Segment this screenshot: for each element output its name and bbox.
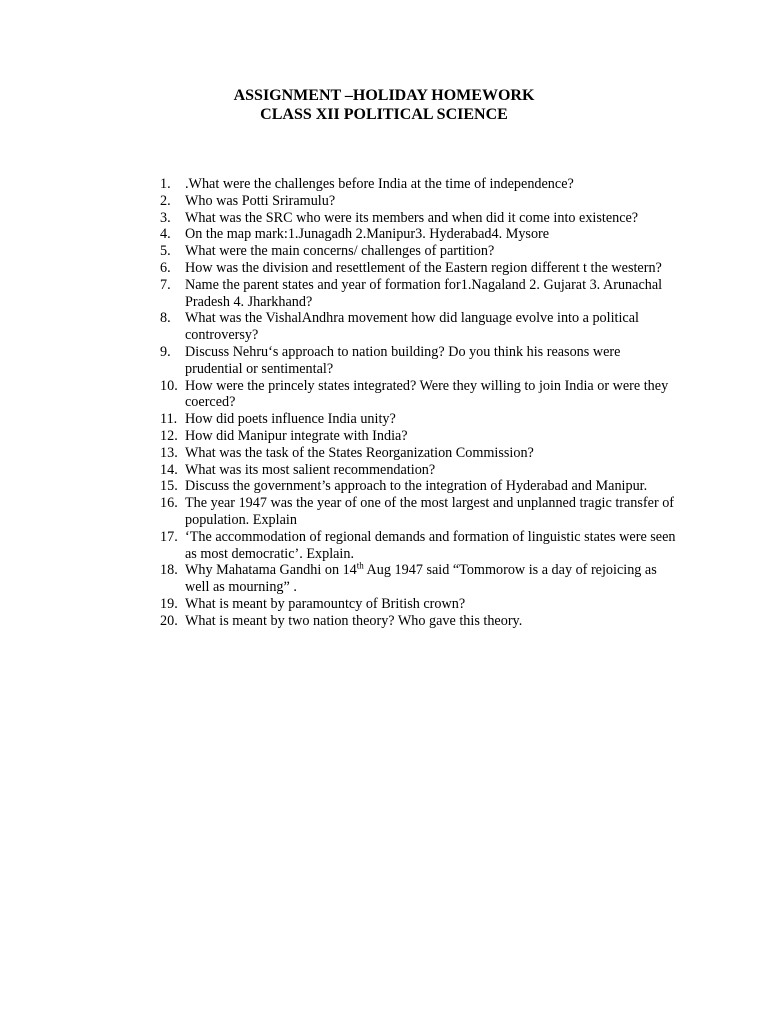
question-text: What was the task of the States Reorganization Commission? — [185, 444, 534, 461]
question-list — [160, 176, 680, 630]
list-item — [160, 478, 680, 495]
question-text: What was the VishalAndhra movement how did language evolve into a political controversy? — [185, 310, 639, 344]
list-item — [160, 176, 680, 193]
list-item — [160, 529, 680, 563]
question-number: 10. — [160, 377, 178, 394]
list-item — [160, 243, 680, 260]
list-item — [160, 462, 680, 479]
question-number: 12. — [160, 427, 178, 444]
question-number: 15. — [160, 478, 178, 495]
question-number: 19. — [160, 595, 178, 612]
question-text — [185, 562, 680, 596]
question-text: How did Manipur integrate with India? — [185, 427, 408, 444]
list-item — [160, 613, 680, 630]
question-text: How was the division and resettlement of the Eastern region different t the western? — [185, 259, 662, 276]
list-item — [160, 226, 680, 243]
question-text: Discuss Nehru‘s approach to nation building? Do you think his reasons were prudential or sentimental? — [185, 343, 621, 377]
list-item — [160, 495, 680, 529]
question-text: How were the princely states integrated? Were they willing to join India or were they coerced? — [185, 377, 669, 411]
ordinal-superscript: th — [356, 560, 364, 571]
question-number: 20. — [160, 612, 178, 629]
list-item — [160, 310, 680, 344]
question-number: 18. — [160, 562, 178, 579]
question-number: 13. — [160, 444, 178, 461]
question-number: 4. — [160, 226, 171, 243]
question-number: 17. — [160, 528, 178, 545]
question-number: 16. — [160, 495, 178, 512]
question-number: 1. — [160, 176, 171, 192]
list-item — [160, 277, 680, 311]
question-number: 5. — [160, 243, 171, 260]
list-item — [160, 562, 680, 596]
question-text: How did poets influence India unity? — [185, 411, 396, 428]
question-number: 7. — [160, 276, 171, 293]
list-item — [160, 344, 680, 378]
page-title: ASSIGNMENT –HOLIDAY HOMEWORK — [233, 87, 535, 104]
question-text: Name the parent states and year of formation for1.Nagaland 2. Gujarat 3. Arunachal Pradesh 4. Jharkhand? — [185, 276, 663, 310]
question-text-before: Why Mahatama Gandhi on 14 — [185, 562, 357, 579]
question-text: The year 1947 was the year of one of the most largest and unplanned tragic transfer of population. Explain — [185, 495, 675, 528]
question-text: On the map mark:1.Junagadh 2.Manipur3. Hyderabad4. Mysore — [185, 226, 550, 243]
question-number: 8. — [160, 310, 171, 327]
question-number: 3. — [160, 209, 171, 226]
question-number: 11. — [160, 411, 178, 428]
question-text: What is meant by paramountcy of British crown? — [185, 595, 466, 612]
question-text: ‘The accommodation of regional demands and formation of linguistic states were seen as most democratic’. Explain. — [185, 528, 676, 562]
list-item — [160, 260, 680, 277]
list-item — [160, 596, 680, 613]
list-item — [160, 210, 680, 227]
question-text: .What were the challenges before India at the time of independence? — [185, 176, 574, 192]
question-number: 14. — [160, 461, 178, 478]
question-text-after: Aug 1947 said “Tommorow is a day of rejoicing as well as mourning” . — [185, 562, 657, 596]
question-number: 6. — [160, 259, 171, 276]
page-subtitle: CLASS XII POLITICAL SCIENCE — [260, 106, 508, 123]
question-text: What was the SRC who were its members and when did it come into existence? — [185, 209, 639, 226]
question-text: What was its most salient recommendation? — [185, 461, 436, 478]
question-number: 9. — [160, 343, 171, 360]
list-item — [160, 378, 680, 412]
list-item — [160, 428, 680, 445]
question-text: Who was Potti Sriramulu? — [185, 192, 336, 209]
list-item — [160, 445, 680, 462]
question-text: Discuss the government’s approach to the integration of Hyderabad and Manipur. — [185, 478, 648, 495]
question-number: 2. — [160, 192, 171, 209]
list-item — [160, 411, 680, 428]
question-text: What is meant by two nation theory? Who gave this theory. — [185, 612, 523, 629]
question-text: What were the main concerns/ challenges of partition? — [185, 243, 495, 260]
list-item — [160, 193, 680, 210]
